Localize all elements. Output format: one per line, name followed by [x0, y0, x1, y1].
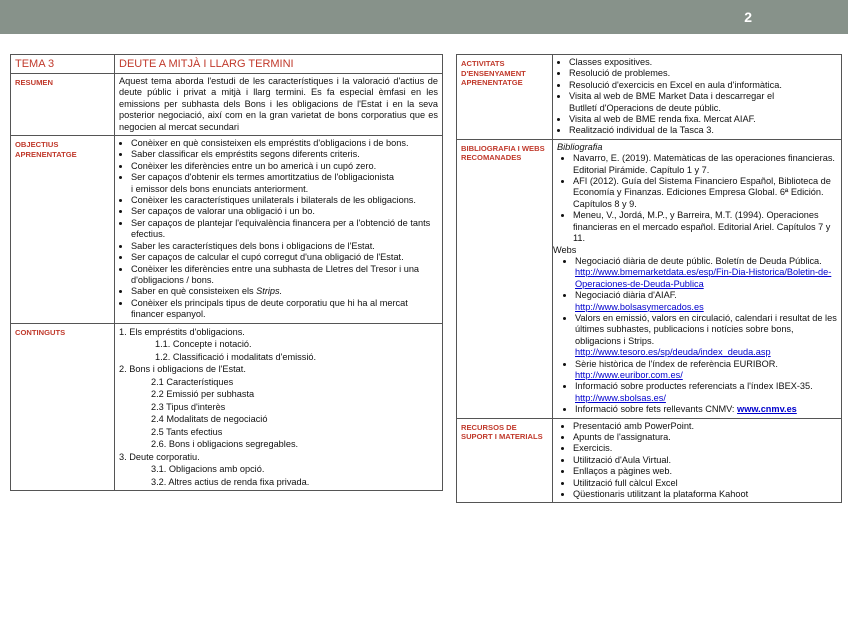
content-line: 2. Bons i obligacions de l'Estat. — [119, 364, 246, 375]
webs-list — [557, 256, 837, 416]
recursos-label: RECURSOS DE SUPORT I MATERIALS — [457, 418, 553, 503]
list-item: • Visita al web de BME Market Data i descarregar el — [569, 91, 837, 102]
tema-title: DEUTE A MITJÀ I LLARG TERMINI — [115, 55, 443, 74]
resumen-text: Aquest tema aborda l'estudi de les característiques i la valoració d'actius de deute públic i privat a mitjà i llarg termini. Es fa especial èmfasi en les emissions per subhasta dels Bons i les obligacions de l'Estat i en la seva posterior negociació, així com en la gran varietat de bons corporatius que es negocien al mercat secundari — [115, 74, 443, 136]
list-continuation: i emissor dels bons enunciats anteriorment. — [131, 183, 309, 194]
list-item: • Saber les característiques dels bons i obligacions de l'Estat. — [131, 241, 438, 252]
continguts-cell — [115, 323, 443, 491]
book-item: • Meneu, V., Jordá, M.P., y Barreira, M.T. (1994). Operaciones financieras en el mercado español. Editorial Ariel. Capítulos 7 y 11. — [573, 210, 837, 244]
web-link[interactable]: http://www.sbolsas.es/ — [575, 392, 666, 403]
web-item — [575, 313, 837, 359]
activitats-cell — [553, 55, 842, 140]
web-text: Negociació diària d'AIAF. — [575, 290, 677, 301]
strips-prefix: Saber en què consisteixen els — [131, 286, 254, 297]
top-bar — [0, 0, 848, 34]
recursos-row — [457, 418, 842, 503]
list-item — [131, 286, 438, 297]
content-line: 1.1. Concepte i notació. — [155, 339, 252, 350]
activitats-list — [557, 57, 837, 137]
book-item: • Navarro, E. (2019). Matemàticas de las operaciones financieras. Editorial Pirámide. Capítulo 1 y 7. — [573, 153, 837, 176]
content-line: 2.1 Característiques — [151, 376, 234, 387]
books-list — [557, 153, 837, 244]
web-link[interactable]: http://www.euribor.com.es/ — [575, 369, 683, 380]
recursos-cell — [553, 418, 842, 503]
recursos-list — [557, 421, 837, 501]
content-line: 2.6. Bons i obligacions segregables. — [151, 439, 299, 450]
page-number: 2 — [744, 9, 752, 25]
list-item: • Ser capaços d'obtenir els termes amortitzatius de l'obligacionista — [131, 172, 438, 183]
list-item: • Apunts de l'assignatura. — [573, 432, 837, 443]
content-line: 3. Deute corporatiu. — [119, 451, 200, 462]
web-link[interactable]: www.cnmv.es — [737, 404, 797, 415]
content-line: 3.2. Altres actius de renda fixa privada. — [151, 476, 310, 487]
web-item — [575, 404, 837, 415]
list-item: • Utilització d'Aula Virtual. — [573, 455, 837, 466]
activitats-label: ACTIVITATS D'ENSENYAMENT APRENENTATGE — [457, 55, 553, 140]
objectius-cell — [115, 136, 443, 324]
list-item: • Conèixer en què consisteixen els empréstits d'obligacions i de bons. — [131, 138, 438, 149]
objectius-label: OBJECTIUS APRENENTATGE — [11, 136, 115, 324]
bibliografia-cell — [553, 139, 842, 418]
list-item: • Conèixer els principals tipus de deute corporatiu que hi ha al mercat financer espanyol. — [131, 298, 438, 321]
bibliografia-label: BIBLIOGRAFIA I WEBS RECOMANADES — [457, 139, 553, 418]
content-line: 1. Els empréstits d'obligacions. — [119, 326, 245, 337]
web-item — [575, 290, 837, 313]
list-item: • Enllaços a pàgines web. — [573, 466, 837, 477]
list-item: • Presentació amb PowerPoint. — [573, 421, 837, 432]
list-item: • Conèixer les característiques unilaterals i bilaterals de les obligacions. — [131, 195, 438, 206]
list-item: • Saber classificar els empréstits segons diferents criteris. — [131, 149, 438, 160]
web-text: Negociació diària de deute públic. Boletín de Deuda Pública. — [575, 255, 822, 266]
bibliografia-row — [457, 139, 842, 418]
web-item — [575, 359, 837, 382]
web-text: Informació sobre fets rellevants CNMV: — [575, 404, 735, 415]
webs-heading: Webs — [553, 244, 577, 255]
content-line: 3.1. Obligacions amb opció. — [151, 464, 265, 475]
book-item: • AFI (2012). Guía del Sistema Financiero Español, Biblioteca de Economía y Finanzas. Ediciones Empresa Global. 6ª Edición. Capítulos 8 y 9. — [573, 176, 837, 210]
web-text: Informació sobre productes referenciats a l'índex IBEX-35. — [575, 381, 813, 392]
content-line: 2.3 Tipus d'interès — [151, 401, 226, 412]
left-table — [10, 54, 443, 491]
web-item — [575, 256, 837, 290]
strips-term: Strips. — [256, 286, 283, 297]
web-link[interactable]: http://www.bolsasymercados.es — [575, 301, 704, 312]
list-item: • Exercicis. — [573, 443, 837, 454]
content-line: 2.2 Emissió per subhasta — [151, 389, 255, 400]
biblio-heading: Bibliografia — [557, 141, 603, 152]
list-item: • Resolució d'exercicis en Excel en aula d'informàtica. — [569, 80, 837, 91]
activitats-row — [457, 55, 842, 140]
continguts-row — [11, 323, 443, 491]
list-item: • Ser capaços de valorar una obligació i un bo. — [131, 206, 438, 217]
list-item: • Qüestionaris utilitzant la plataforma Kahoot — [573, 489, 837, 500]
list-item: • Conèixer les diferències entre una subhasta de Lletres del Tresor i una d'obligacions / bons. — [131, 264, 438, 287]
content-line: 2.4 Modalitats de negociació — [151, 414, 268, 425]
list-continuation: Butlletí d'Operacions de deute públic. — [569, 102, 721, 113]
web-link[interactable]: http://www.tesoro.es/sp/deuda/index_deuda.asp — [575, 347, 771, 358]
list-item: • Utilització full càlcul Excel — [573, 478, 837, 489]
web-text: Sèrie històrica de l'índex de referència EURIBOR. — [575, 358, 778, 369]
content-line: 2.5 Tants efectius — [151, 426, 223, 437]
list-item: • Realització individual de la Tasca 3. — [569, 125, 837, 136]
web-text: Valors en emissió, valors en circulació, calendari i resultat de les últimes subhastes, publicacions i notícies sobre bons, obligacions i Strips. — [575, 312, 837, 346]
resumen-label: RESUMEN — [11, 74, 115, 136]
list-item: • Classes expositives. — [569, 57, 837, 68]
list-item: • Conèixer les diferències entre un bo americà i un cupó zero. — [131, 161, 438, 172]
objectius-list — [119, 138, 438, 321]
continguts-label: CONTINGUTS — [11, 323, 115, 491]
header-row — [11, 55, 443, 74]
content-line: 1.2. Classificació i modalitats d'emissió. — [155, 351, 317, 362]
list-item: • Ser capaços de calcular el cupó corregut d'una obligació de l'Estat. — [131, 252, 438, 263]
list-item: • Ser capaços de plantejar l'equivalència financera per a l'obtenció de tants efectius. — [131, 218, 438, 241]
tema-label: TEMA 3 — [11, 55, 115, 74]
web-link[interactable]: http://www.bmemarketdata.es/esp/Fin-Dia-Historica/Boletin-de-Operaciones-de-Deuda-Publica — [575, 267, 832, 289]
objectius-row — [11, 136, 443, 324]
list-item: • Resolució de problemes. — [569, 68, 837, 79]
list-item: • Visita al web de BME renda fixa. Mercat AIAF. — [569, 114, 837, 125]
resumen-row — [11, 74, 443, 136]
web-item — [575, 381, 837, 404]
right-table — [456, 54, 842, 503]
